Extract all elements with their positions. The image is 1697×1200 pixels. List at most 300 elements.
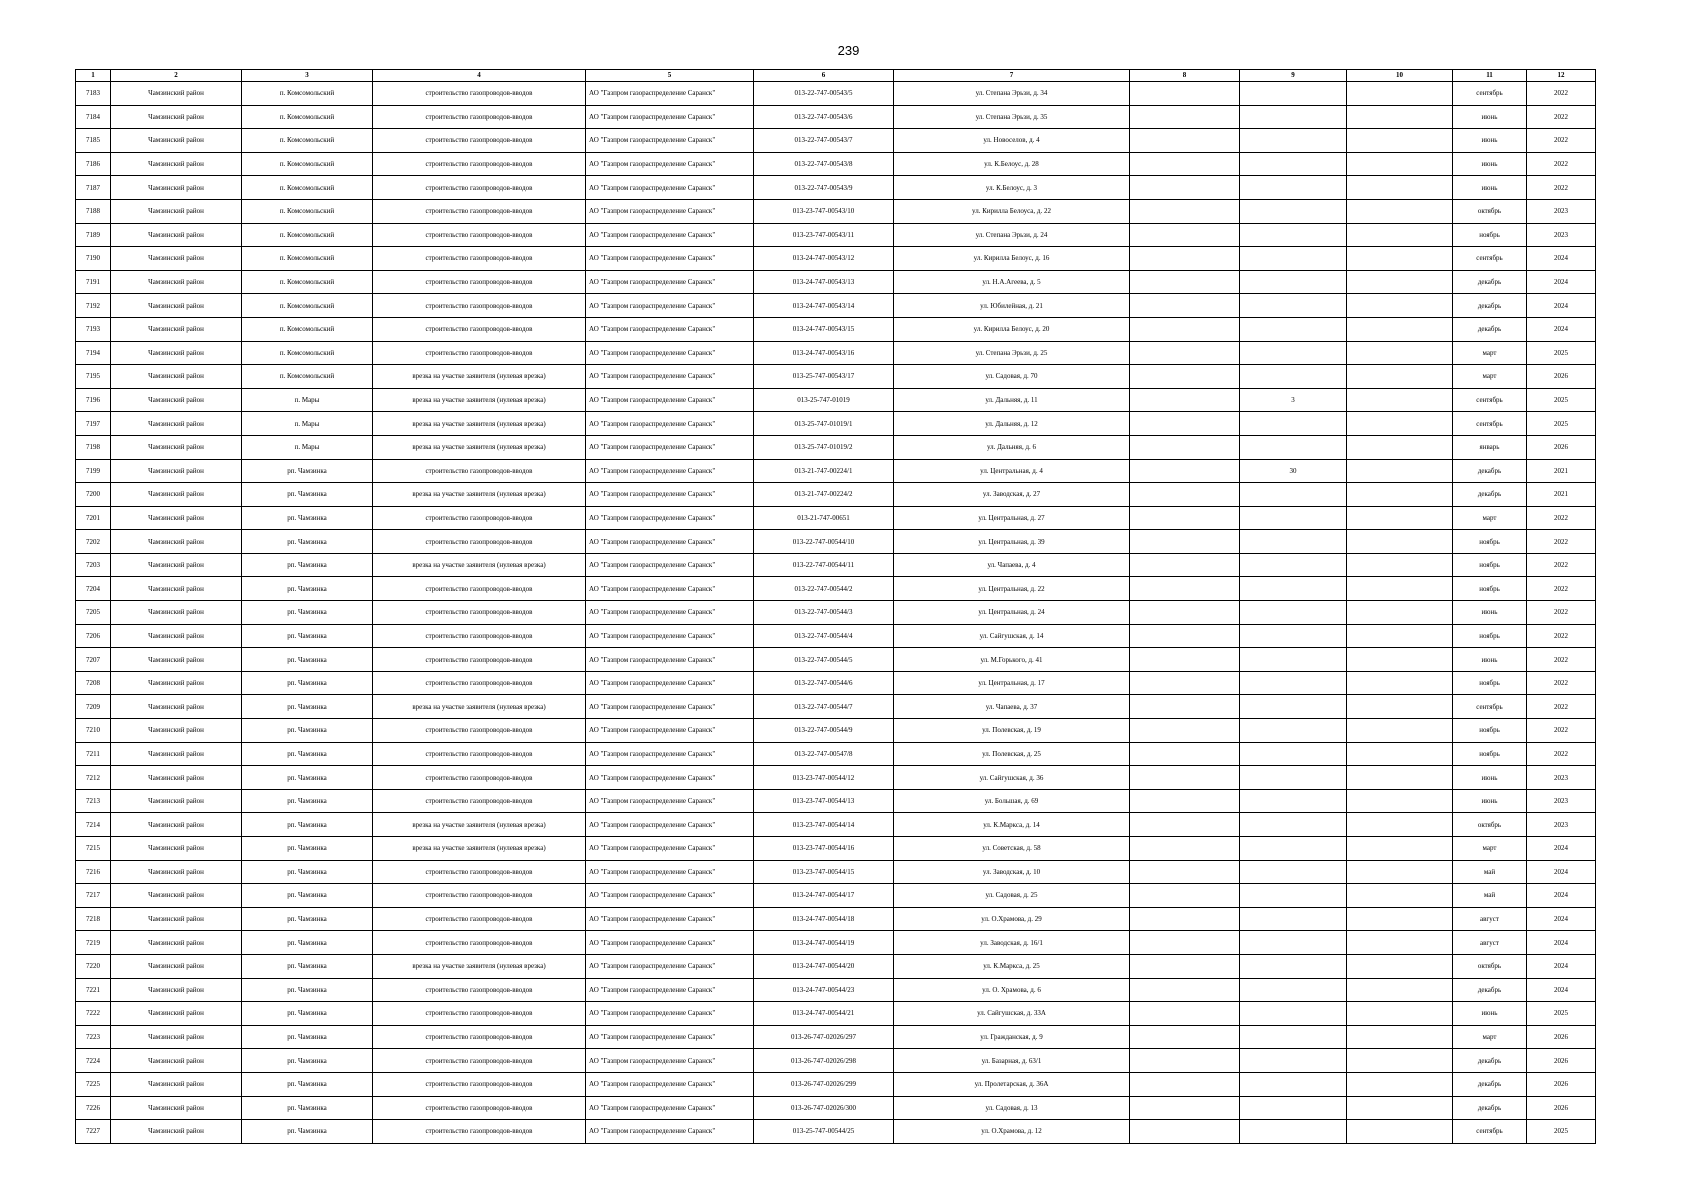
cell-district: Чамзинский район <box>111 719 242 743</box>
cell-district: Чамзинский район <box>111 837 242 861</box>
cell-row-number: 7224 <box>76 1049 111 1073</box>
cell-work-type: строительство газопроводов-вводов <box>373 978 586 1002</box>
cell-col-9 <box>1240 577 1347 601</box>
cell-settlement: рп. Чамзинка <box>242 907 373 931</box>
cell-col-10 <box>1347 789 1453 813</box>
cell-col-9 <box>1240 601 1347 625</box>
cell-month: март <box>1453 365 1527 389</box>
cell-address: ул. Кирилла Белоус, д. 20 <box>894 317 1130 341</box>
cell-col-9 <box>1240 270 1347 294</box>
cell-month: октябрь <box>1453 954 1527 978</box>
cell-col-10 <box>1347 459 1453 483</box>
table-row <box>76 270 1596 294</box>
cell-year: 2023 <box>1527 223 1596 247</box>
cell-settlement: рп. Чамзинка <box>242 1120 373 1144</box>
cell-col-9 <box>1240 152 1347 176</box>
cell-organization: АО "Газпром газораспределение Саранск" <box>586 1025 754 1049</box>
cell-application-number: 013-24-747-00544/17 <box>754 884 894 908</box>
cell-settlement: п. Мары <box>242 435 373 459</box>
column-header-3: 3 <box>242 70 373 82</box>
cell-month: ноябрь <box>1453 577 1527 601</box>
cell-settlement: рп. Чамзинка <box>242 742 373 766</box>
cell-row-number: 7217 <box>76 884 111 908</box>
cell-row-number: 7191 <box>76 270 111 294</box>
cell-col-8 <box>1130 931 1240 955</box>
cell-col-8 <box>1130 837 1240 861</box>
cell-year: 2022 <box>1527 129 1596 153</box>
cell-settlement: рп. Чамзинка <box>242 601 373 625</box>
cell-settlement: п. Мары <box>242 412 373 436</box>
cell-application-number: 013-26-747-02026/299 <box>754 1072 894 1096</box>
cell-address: ул. Центральная, д. 27 <box>894 506 1130 530</box>
cell-col-8 <box>1130 1096 1240 1120</box>
cell-work-type: строительство газопроводов-вводов <box>373 931 586 955</box>
cell-address: ул. Юбилейная, д. 21 <box>894 294 1130 318</box>
cell-district: Чамзинский район <box>111 176 242 200</box>
cell-district: Чамзинский район <box>111 1025 242 1049</box>
cell-address: ул. Чапаева, д. 4 <box>894 553 1130 577</box>
cell-district: Чамзинский район <box>111 931 242 955</box>
cell-address: ул. Большая, д. 69 <box>894 789 1130 813</box>
cell-month: август <box>1453 907 1527 931</box>
cell-row-number: 7184 <box>76 105 111 129</box>
cell-address: ул. Новоселов, д. 4 <box>894 129 1130 153</box>
cell-work-type: врезка на участке заявителя (нулевая врезка) <box>373 435 586 459</box>
cell-col-9 <box>1240 435 1347 459</box>
cell-work-type: строительство газопроводов-вводов <box>373 341 586 365</box>
cell-col-8 <box>1130 530 1240 554</box>
cell-work-type: строительство газопроводов-вводов <box>373 1049 586 1073</box>
cell-month: июнь <box>1453 1002 1527 1026</box>
cell-month: ноябрь <box>1453 553 1527 577</box>
cell-organization: АО "Газпром газораспределение Саранск" <box>586 270 754 294</box>
cell-application-number: 013-21-747-00224/2 <box>754 483 894 507</box>
table-row <box>76 247 1596 271</box>
cell-col-10 <box>1347 553 1453 577</box>
page-number: 239 <box>837 43 860 58</box>
cell-work-type: врезка на участке заявителя (нулевая врезка) <box>373 365 586 389</box>
table-row <box>76 907 1596 931</box>
cell-col-9 <box>1240 506 1347 530</box>
cell-settlement: рп. Чамзинка <box>242 1049 373 1073</box>
cell-col-8 <box>1130 176 1240 200</box>
table-row <box>76 1049 1596 1073</box>
cell-year: 2026 <box>1527 1049 1596 1073</box>
cell-settlement: рп. Чамзинка <box>242 553 373 577</box>
cell-work-type: строительство газопроводов-вводов <box>373 1072 586 1096</box>
table-row <box>76 766 1596 790</box>
cell-row-number: 7208 <box>76 671 111 695</box>
cell-row-number: 7205 <box>76 601 111 625</box>
table-row <box>76 152 1596 176</box>
cell-organization: АО "Газпром газораспределение Саранск" <box>586 223 754 247</box>
cell-col-10 <box>1347 530 1453 554</box>
data-table <box>75 69 1596 1144</box>
cell-row-number: 7202 <box>76 530 111 554</box>
cell-work-type: строительство газопроводов-вводов <box>373 459 586 483</box>
cell-month: июнь <box>1453 648 1527 672</box>
cell-col-8 <box>1130 1002 1240 1026</box>
cell-application-number: 013-24-747-00543/16 <box>754 341 894 365</box>
cell-col-9 <box>1240 1049 1347 1073</box>
table-row <box>76 1120 1596 1144</box>
cell-row-number: 7204 <box>76 577 111 601</box>
cell-district: Чамзинский район <box>111 105 242 129</box>
cell-year: 2022 <box>1527 506 1596 530</box>
cell-address: ул. Полевская, д. 25 <box>894 742 1130 766</box>
cell-address: ул. Базарная, д. 63/1 <box>894 1049 1130 1073</box>
cell-year: 2022 <box>1527 601 1596 625</box>
cell-col-8 <box>1130 860 1240 884</box>
cell-district: Чамзинский район <box>111 247 242 271</box>
cell-row-number: 7222 <box>76 1002 111 1026</box>
cell-organization: АО "Газпром газораспределение Саранск" <box>586 766 754 790</box>
cell-row-number: 7210 <box>76 719 111 743</box>
cell-year: 2022 <box>1527 648 1596 672</box>
cell-col-8 <box>1130 719 1240 743</box>
cell-work-type: строительство газопроводов-вводов <box>373 907 586 931</box>
cell-row-number: 7199 <box>76 459 111 483</box>
cell-col-10 <box>1347 82 1453 106</box>
cell-month: ноябрь <box>1453 671 1527 695</box>
cell-col-8 <box>1130 388 1240 412</box>
cell-year: 2024 <box>1527 954 1596 978</box>
cell-work-type: строительство газопроводов-вводов <box>373 789 586 813</box>
cell-work-type: строительство газопроводов-вводов <box>373 317 586 341</box>
table-row <box>76 412 1596 436</box>
cell-district: Чамзинский район <box>111 601 242 625</box>
cell-address: ул. Заводская, д. 16/1 <box>894 931 1130 955</box>
cell-year: 2024 <box>1527 860 1596 884</box>
cell-work-type: врезка на участке заявителя (нулевая врезка) <box>373 695 586 719</box>
cell-month: ноябрь <box>1453 530 1527 554</box>
cell-organization: АО "Газпром газораспределение Саранск" <box>586 294 754 318</box>
cell-organization: АО "Газпром газораспределение Саранск" <box>586 176 754 200</box>
cell-col-8 <box>1130 742 1240 766</box>
cell-work-type: строительство газопроводов-вводов <box>373 742 586 766</box>
cell-settlement: п. Комсомольский <box>242 176 373 200</box>
table-row <box>76 789 1596 813</box>
cell-settlement: рп. Чамзинка <box>242 577 373 601</box>
cell-address: ул. Центральная, д. 4 <box>894 459 1130 483</box>
cell-organization: АО "Газпром газораспределение Саранск" <box>586 671 754 695</box>
cell-col-8 <box>1130 412 1240 436</box>
cell-col-9 <box>1240 530 1347 554</box>
cell-col-10 <box>1347 388 1453 412</box>
cell-row-number: 7214 <box>76 813 111 837</box>
column-header-8: 8 <box>1130 70 1240 82</box>
table-row <box>76 931 1596 955</box>
cell-organization: АО "Газпром газораспределение Саранск" <box>586 129 754 153</box>
cell-work-type: строительство газопроводов-вводов <box>373 860 586 884</box>
cell-district: Чамзинский район <box>111 483 242 507</box>
cell-col-10 <box>1347 671 1453 695</box>
cell-col-8 <box>1130 884 1240 908</box>
cell-year: 2022 <box>1527 152 1596 176</box>
cell-application-number: 013-22-747-00543/9 <box>754 176 894 200</box>
cell-month: март <box>1453 341 1527 365</box>
cell-organization: АО "Газпром газораспределение Саранск" <box>586 247 754 271</box>
cell-address: ул. К.Маркса, д. 14 <box>894 813 1130 837</box>
cell-work-type: строительство газопроводов-вводов <box>373 671 586 695</box>
cell-month: декабрь <box>1453 978 1527 1002</box>
cell-col-10 <box>1347 931 1453 955</box>
cell-col-8 <box>1130 648 1240 672</box>
cell-settlement: рп. Чамзинка <box>242 884 373 908</box>
cell-work-type: строительство газопроводов-вводов <box>373 270 586 294</box>
cell-application-number: 013-24-747-00543/13 <box>754 270 894 294</box>
column-header-7: 7 <box>894 70 1130 82</box>
cell-application-number: 013-22-747-00544/2 <box>754 577 894 601</box>
cell-application-number: 013-22-747-00544/4 <box>754 624 894 648</box>
cell-organization: АО "Газпром газораспределение Саранск" <box>586 82 754 106</box>
cell-row-number: 7194 <box>76 341 111 365</box>
cell-year: 2021 <box>1527 459 1596 483</box>
cell-month: июнь <box>1453 105 1527 129</box>
cell-col-9 <box>1240 176 1347 200</box>
cell-settlement: п. Комсомольский <box>242 105 373 129</box>
cell-district: Чамзинский район <box>111 884 242 908</box>
cell-application-number: 013-26-747-02026/297 <box>754 1025 894 1049</box>
cell-col-8 <box>1130 129 1240 153</box>
cell-organization: АО "Газпром газораспределение Саранск" <box>586 317 754 341</box>
cell-address: ул. Садовая, д. 13 <box>894 1096 1130 1120</box>
column-header-10: 10 <box>1347 70 1453 82</box>
cell-col-10 <box>1347 483 1453 507</box>
cell-year: 2025 <box>1527 1120 1596 1144</box>
cell-col-9 <box>1240 766 1347 790</box>
cell-month: сентябрь <box>1453 82 1527 106</box>
cell-month: ноябрь <box>1453 223 1527 247</box>
cell-settlement: рп. Чамзинка <box>242 954 373 978</box>
column-header-1: 1 <box>76 70 111 82</box>
cell-address: ул. Сайгушская, д. 36 <box>894 766 1130 790</box>
cell-application-number: 013-22-747-00547/8 <box>754 742 894 766</box>
cell-col-10 <box>1347 766 1453 790</box>
cell-col-8 <box>1130 1072 1240 1096</box>
cell-settlement: п. Комсомольский <box>242 223 373 247</box>
cell-work-type: строительство газопроводов-вводов <box>373 601 586 625</box>
table-row <box>76 82 1596 106</box>
cell-col-10 <box>1347 624 1453 648</box>
cell-settlement: п. Комсомольский <box>242 365 373 389</box>
cell-organization: АО "Газпром газораспределение Саранск" <box>586 1002 754 1026</box>
cell-district: Чамзинский район <box>111 789 242 813</box>
table-row <box>76 530 1596 554</box>
cell-application-number: 013-24-747-00544/23 <box>754 978 894 1002</box>
cell-application-number: 013-22-747-00544/11 <box>754 553 894 577</box>
table-row <box>76 317 1596 341</box>
cell-organization: АО "Газпром газораспределение Саранск" <box>586 199 754 223</box>
cell-organization: АО "Газпром газораспределение Саранск" <box>586 435 754 459</box>
table-header-row <box>76 70 1596 82</box>
cell-row-number: 7218 <box>76 907 111 931</box>
table-row <box>76 648 1596 672</box>
cell-organization: АО "Газпром газораспределение Саранск" <box>586 553 754 577</box>
cell-address: ул. К.Белоус, д. 3 <box>894 176 1130 200</box>
cell-col-10 <box>1347 719 1453 743</box>
cell-month: май <box>1453 884 1527 908</box>
cell-col-10 <box>1347 247 1453 271</box>
cell-col-9 <box>1240 223 1347 247</box>
cell-col-8 <box>1130 152 1240 176</box>
table-row <box>76 813 1596 837</box>
cell-application-number: 013-23-747-00543/11 <box>754 223 894 247</box>
cell-month: сентябрь <box>1453 412 1527 436</box>
cell-settlement: рп. Чамзинка <box>242 1025 373 1049</box>
cell-address: ул. Центральная, д. 24 <box>894 601 1130 625</box>
cell-month: ноябрь <box>1453 624 1527 648</box>
cell-month: июнь <box>1453 176 1527 200</box>
cell-col-8 <box>1130 247 1240 271</box>
cell-year: 2024 <box>1527 837 1596 861</box>
cell-work-type: строительство газопроводов-вводов <box>373 1002 586 1026</box>
cell-year: 2026 <box>1527 1072 1596 1096</box>
cell-organization: АО "Газпром газораспределение Саранск" <box>586 1049 754 1073</box>
cell-district: Чамзинский район <box>111 459 242 483</box>
cell-col-9: 3 <box>1240 388 1347 412</box>
cell-month: август <box>1453 931 1527 955</box>
cell-settlement: рп. Чамзинка <box>242 648 373 672</box>
cell-settlement: п. Комсомольский <box>242 294 373 318</box>
cell-col-10 <box>1347 223 1453 247</box>
cell-work-type: врезка на участке заявителя (нулевая врезка) <box>373 388 586 412</box>
cell-settlement: рп. Чамзинка <box>242 1072 373 1096</box>
cell-settlement: рп. Чамзинка <box>242 483 373 507</box>
cell-settlement: п. Комсомольский <box>242 341 373 365</box>
cell-year: 2023 <box>1527 813 1596 837</box>
cell-year: 2024 <box>1527 907 1596 931</box>
column-header-11: 11 <box>1453 70 1527 82</box>
cell-work-type: строительство газопроводов-вводов <box>373 294 586 318</box>
cell-col-8 <box>1130 365 1240 389</box>
cell-address: ул. Сайгушская, д. 14 <box>894 624 1130 648</box>
cell-district: Чамзинский район <box>111 341 242 365</box>
cell-organization: АО "Газпром газораспределение Саранск" <box>586 365 754 389</box>
cell-year: 2022 <box>1527 82 1596 106</box>
cell-address: ул. О.Храмова, д. 29 <box>894 907 1130 931</box>
cell-year: 2022 <box>1527 105 1596 129</box>
cell-application-number: 013-22-747-00544/9 <box>754 719 894 743</box>
cell-address: ул. М.Горького, д. 41 <box>894 648 1130 672</box>
cell-year: 2023 <box>1527 789 1596 813</box>
cell-col-10 <box>1347 365 1453 389</box>
cell-year: 2025 <box>1527 412 1596 436</box>
cell-application-number: 013-23-747-00544/15 <box>754 860 894 884</box>
table-row <box>76 129 1596 153</box>
cell-col-9 <box>1240 978 1347 1002</box>
cell-col-9 <box>1240 1096 1347 1120</box>
cell-col-9 <box>1240 1072 1347 1096</box>
cell-district: Чамзинский район <box>111 954 242 978</box>
cell-organization: АО "Газпром газораспределение Саранск" <box>586 105 754 129</box>
cell-col-9 <box>1240 129 1347 153</box>
cell-col-10 <box>1347 1025 1453 1049</box>
cell-district: Чамзинский район <box>111 506 242 530</box>
cell-row-number: 7196 <box>76 388 111 412</box>
cell-work-type: строительство газопроводов-вводов <box>373 247 586 271</box>
table-body <box>76 70 1596 1144</box>
cell-address: ул. Степана Эрьзи, д. 24 <box>894 223 1130 247</box>
cell-month: октябрь <box>1453 199 1527 223</box>
cell-work-type: строительство газопроводов-вводов <box>373 884 586 908</box>
cell-col-10 <box>1347 270 1453 294</box>
cell-year: 2024 <box>1527 247 1596 271</box>
cell-work-type: строительство газопроводов-вводов <box>373 129 586 153</box>
cell-year: 2022 <box>1527 530 1596 554</box>
cell-col-9 <box>1240 341 1347 365</box>
cell-col-9 <box>1240 837 1347 861</box>
cell-address: ул. Сайгушская, д. 33А <box>894 1002 1130 1026</box>
cell-row-number: 7220 <box>76 954 111 978</box>
cell-district: Чамзинский район <box>111 129 242 153</box>
cell-organization: АО "Газпром газораспределение Саранск" <box>586 341 754 365</box>
cell-col-9 <box>1240 671 1347 695</box>
cell-organization: АО "Газпром газораспределение Саранск" <box>586 1120 754 1144</box>
table-row <box>76 483 1596 507</box>
cell-work-type: строительство газопроводов-вводов <box>373 766 586 790</box>
column-header-9: 9 <box>1240 70 1347 82</box>
cell-row-number: 7227 <box>76 1120 111 1144</box>
cell-work-type: строительство газопроводов-вводов <box>373 105 586 129</box>
cell-work-type: врезка на участке заявителя (нулевая врезка) <box>373 483 586 507</box>
cell-row-number: 7207 <box>76 648 111 672</box>
table-row <box>76 388 1596 412</box>
cell-year: 2021 <box>1527 483 1596 507</box>
cell-settlement: п. Комсомольский <box>242 317 373 341</box>
cell-col-9 <box>1240 247 1347 271</box>
cell-col-8 <box>1130 105 1240 129</box>
cell-month: сентябрь <box>1453 247 1527 271</box>
cell-district: Чамзинский район <box>111 553 242 577</box>
cell-month: декабрь <box>1453 317 1527 341</box>
cell-year: 2022 <box>1527 742 1596 766</box>
cell-application-number: 013-22-747-00544/7 <box>754 695 894 719</box>
cell-work-type: строительство газопроводов-вводов <box>373 1096 586 1120</box>
cell-row-number: 7186 <box>76 152 111 176</box>
cell-month: декабрь <box>1453 294 1527 318</box>
cell-work-type: строительство газопроводов-вводов <box>373 223 586 247</box>
cell-col-10 <box>1347 317 1453 341</box>
cell-organization: АО "Газпром газораспределение Саранск" <box>586 884 754 908</box>
cell-year: 2022 <box>1527 176 1596 200</box>
cell-col-8 <box>1130 978 1240 1002</box>
cell-year: 2023 <box>1527 766 1596 790</box>
cell-col-10 <box>1347 1072 1453 1096</box>
cell-year: 2025 <box>1527 388 1596 412</box>
cell-district: Чамзинский район <box>111 1049 242 1073</box>
cell-district: Чамзинский район <box>111 1072 242 1096</box>
cell-row-number: 7225 <box>76 1072 111 1096</box>
cell-application-number: 013-22-747-00543/8 <box>754 152 894 176</box>
cell-district: Чамзинский район <box>111 742 242 766</box>
cell-month: сентябрь <box>1453 388 1527 412</box>
cell-row-number: 7213 <box>76 789 111 813</box>
cell-col-10 <box>1347 176 1453 200</box>
cell-settlement: п. Мары <box>242 388 373 412</box>
cell-col-8 <box>1130 82 1240 106</box>
cell-month: ноябрь <box>1453 742 1527 766</box>
table-row <box>76 884 1596 908</box>
cell-year: 2022 <box>1527 671 1596 695</box>
cell-address: ул. Н.А.Агеева, д. 5 <box>894 270 1130 294</box>
cell-address: ул. Заводская, д. 27 <box>894 483 1130 507</box>
cell-year: 2022 <box>1527 695 1596 719</box>
cell-application-number: 013-23-747-00543/10 <box>754 199 894 223</box>
cell-organization: АО "Газпром газораспределение Саранск" <box>586 1072 754 1096</box>
cell-year: 2025 <box>1527 341 1596 365</box>
cell-col-10 <box>1347 1002 1453 1026</box>
